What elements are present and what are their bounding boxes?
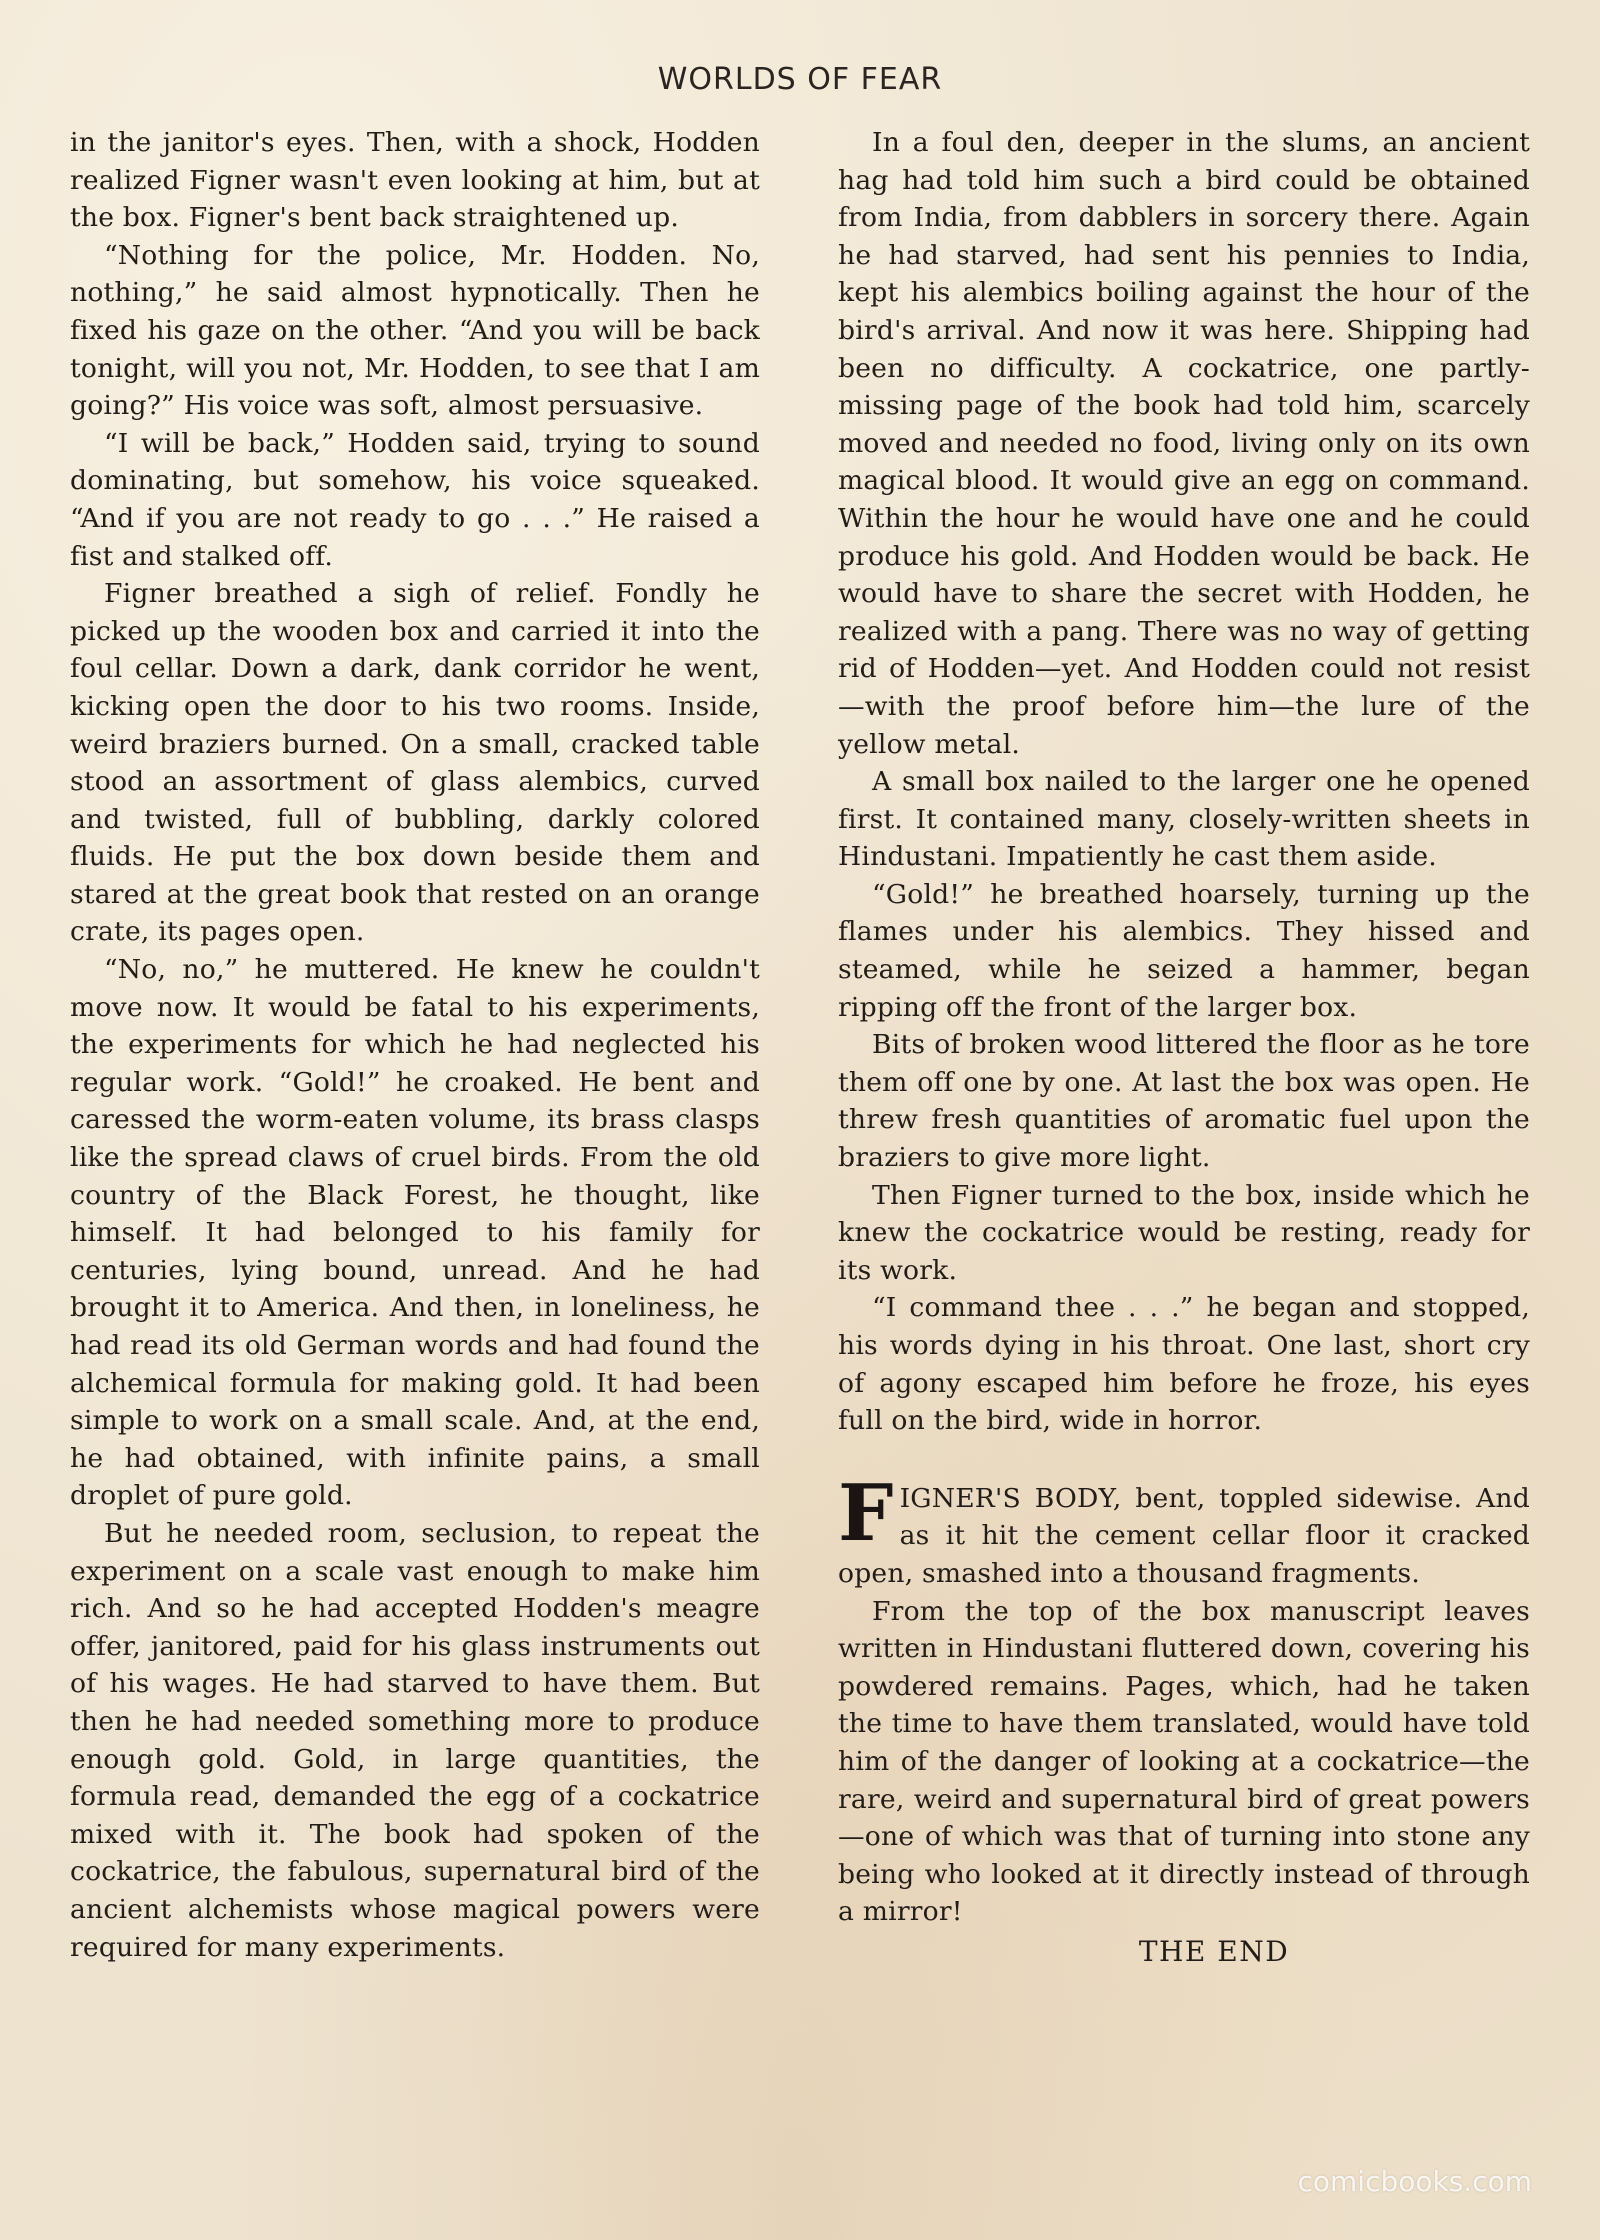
paragraph: From the top of the box manuscript leaves written in Hindustani fluttered down, covering his powdered remains. Pages, which, had he taken the time to have them translated, would have told him of the danger of looking at a cockatrice—the rare, weird and supernatural bird of great powers—one of which was that of turning into stone any being who looked at it directly instead of through a mirror! bbox=[838, 1595, 1530, 1928]
final-paragraph bbox=[838, 1467, 1530, 1593]
paragraph: “Gold!” he breathed hoarsely, turning up the flames under his alembics. They hissed and steamed, while he seized a hammer, began ripping off the front of the larger box. bbox=[838, 878, 1530, 1023]
paragraph: “I will be back,” Hodden said, trying to sound dominating, but somehow, his voice squeaked. “And if you are not ready to go . . .” He raised a fist and stalked off. bbox=[70, 427, 760, 572]
watermark-logo: comicbooks.com bbox=[1297, 2165, 1532, 2198]
paragraph: Figner breathed a sigh of relief. Fondly he picked up the wooden box and carried it into the foul cellar. Down a dark, dank corridor he went, kicking open the door to his two rooms. Inside, weird braziers burned. On a small, cracked table stood an assortment of glass alembics, curved and twisted, full of bubbling, darkly colored fluids. He put the box down beside them and stared at the great book that rested on an orange crate, its pages open. bbox=[70, 578, 760, 948]
paragraph: Then Figner turned to the box, inside which he knew the cockatrice would be resting, ready for its work. bbox=[838, 1179, 1530, 1286]
left-column bbox=[70, 124, 760, 1966]
paragraph: Bits of broken wood littered the floor as he tore them off one by one. At last the box was open. He threw fresh quantities of aromatic fuel upon the braziers to give more light. bbox=[838, 1029, 1530, 1174]
paragraph: in the janitor's eyes. Then, with a shock, Hodden realized Figner wasn't even looking at him, but at the box. Figner's bent back straightened up. bbox=[70, 127, 760, 234]
paragraph: But he needed room, seclusion, to repeat the experiment on a scale vast enough to make him rich. And so he had accepted Hodden's meagre offer, janitored, paid for his glass instruments out of his wages. He had starved to have them. But then he had needed something more to produce enough gold. Gold, in large quantities, the formula read, demanded the egg of a cockatrice mixed with it. The book had spoken of the cockatrice, the fabulous, supernatural bird of the ancient alchemists whose magical powers were required for many experiments. bbox=[70, 1517, 760, 1963]
paragraph: A small box nailed to the larger one he opened first. It contained many, closely-written sheets in Hindustani. Impatiently he cast them aside. bbox=[838, 766, 1530, 873]
section-break bbox=[838, 1440, 1530, 1480]
paragraph: “No, no,” he muttered. He knew he couldn't move now. It would be fatal to his experiments, the experiments for which he had neglected his regular work. “Gold!” he croaked. He bent and caressed the worm-eaten volume, its brass clasps like the spread claws of cruel birds. From the old country of the Black Forest, he thought, like himself. It had belonged to his family for centuries, lying bound, unread. And he had brought it to America. And then, in loneliness, he had read its old German words and had found the alchemical formula for making gold. It had been simple to work on a small scale. And, at the end, he had obtained, with infinite pains, a small droplet of pure gold. bbox=[70, 954, 760, 1512]
final-paragraph-text: IGNER'S BODY, bent, toppled sidewise. And as it hit the cement cellar floor it cracked open, smashed into a thousand fragments. bbox=[838, 1482, 1530, 1589]
right-column bbox=[838, 124, 1530, 1968]
paragraph: “Nothing for the police, Mr. Hodden. No, nothing,” he said almost hypnotically. Then he fixed his gaze on the other. “And you will be back tonight, will you not, Mr. Hodden, to see that I am going?” His voice was soft, almost persuasive. bbox=[70, 239, 760, 422]
end-mark: THE END bbox=[1138, 1934, 1290, 1968]
paragraph: “I command thee . . .” he began and stopped, his words dying in his throat. One last, short cry of agony escaped him before he froze, his eyes full on the bird, wide in horror. bbox=[838, 1292, 1530, 1437]
running-header: WORLDS OF FEAR bbox=[657, 62, 943, 97]
paragraph: In a foul den, deeper in the slums, an ancient hag had told him such a bird could be obtained from India, from dabblers in sorcery there. Again he had starved, had sent his pennies to India, kept his alembics boiling against the hour of the bird's arrival. And now it was here. Shipping had been no difficulty. A cockatrice, one partly-missing page of the book had told him, scarcely moved and needed no food, living only on its own magical blood. It would give an egg on command. Within the hour he would have one and he could produce his gold. And Hodden would be back. He would have to share the secret with Hodden, he realized with a pang. There was no way of getting rid of Hodden—yet. And Hodden could not resist—with the proof before him—the lure of the yellow metal. bbox=[838, 127, 1530, 760]
drop-cap: F bbox=[838, 1467, 894, 1559]
